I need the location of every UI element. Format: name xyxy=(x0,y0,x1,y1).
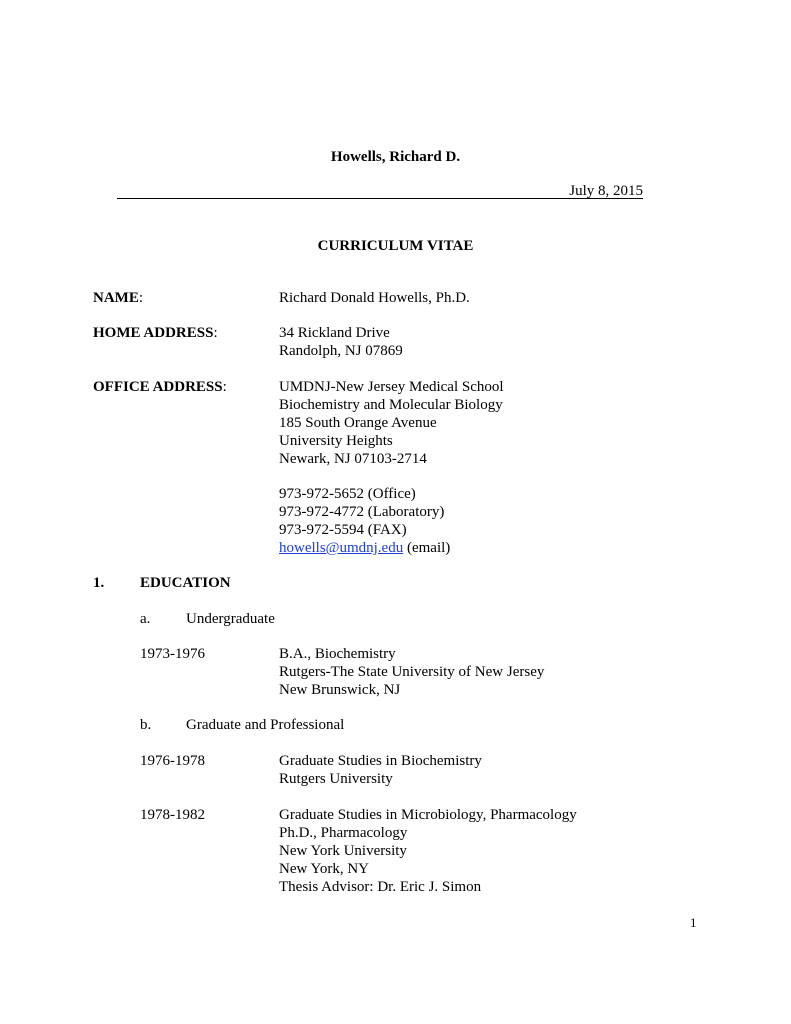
office-address-line: Newark, NJ 07103-2714 xyxy=(279,451,427,467)
education-entry xyxy=(279,752,482,788)
name-label: NAME: xyxy=(93,290,143,306)
education-line: Rutgers University xyxy=(279,771,393,787)
education-entry xyxy=(279,645,544,699)
education-line: New Brunswick, NJ xyxy=(279,682,401,698)
header-rule xyxy=(117,198,643,199)
email-line xyxy=(279,539,450,557)
education-line: Graduate Studies in Microbiology, Pharmacology xyxy=(279,807,577,823)
office-address-line: University Heights xyxy=(279,433,393,449)
office-address-line: Biochemistry and Molecular Biology xyxy=(279,397,503,413)
document-title: CURRICULUM VITAE xyxy=(317,238,474,254)
education-line: Rutgers-The State University of New Jersey xyxy=(279,664,545,680)
subsection-letter: a. xyxy=(140,611,151,627)
subsection-title: Graduate and Professional xyxy=(186,717,345,733)
section-number: 1. xyxy=(93,575,105,591)
phone-fax: 973-972-5594 (FAX) xyxy=(279,522,407,538)
office-address-label: OFFICE ADDRESS: xyxy=(93,379,227,395)
education-line: Ph.D., Pharmacology xyxy=(279,825,408,841)
home-address-label: HOME ADDRESS: xyxy=(93,325,218,341)
home-address-line: 34 Rickland Drive xyxy=(279,325,390,341)
email-suffix: (email) xyxy=(403,540,451,556)
office-address-line: UMDNJ-New Jersey Medical School xyxy=(279,379,504,395)
education-years: 1976-1978 xyxy=(140,753,205,769)
home-address-block xyxy=(279,324,403,360)
name-value: Richard Donald Howells, Ph.D. xyxy=(279,290,470,306)
education-years: 1978-1982 xyxy=(140,807,205,823)
header-date: July 8, 2015 xyxy=(569,183,643,199)
office-address-line: 185 South Orange Avenue xyxy=(279,415,437,431)
office-address-block xyxy=(279,378,504,468)
education-line: New York, NY xyxy=(279,861,370,877)
education-line: Graduate Studies in Biochemistry xyxy=(279,753,482,769)
education-line: Thesis Advisor: Dr. Eric J. Simon xyxy=(279,879,482,895)
education-years: 1973-1976 xyxy=(140,646,205,662)
header-name: Howells, Richard D. xyxy=(330,149,461,165)
subsection-letter: b. xyxy=(140,717,152,733)
home-address-line: Randolph, NJ 07869 xyxy=(279,343,403,359)
page-number: 1 xyxy=(690,915,697,930)
contact-block xyxy=(279,485,450,557)
phone-office: 973-972-5652 (Office) xyxy=(279,486,416,502)
education-line: B.A., Biochemistry xyxy=(279,646,396,662)
email-link[interactable]: howells@umdnj.edu xyxy=(279,540,404,556)
subsection-title: Undergraduate xyxy=(186,611,275,627)
phone-laboratory: 973-972-4772 (Laboratory) xyxy=(279,504,445,520)
education-entry xyxy=(279,806,577,896)
education-line: New York University xyxy=(279,843,407,859)
section-title: EDUCATION xyxy=(140,575,231,591)
